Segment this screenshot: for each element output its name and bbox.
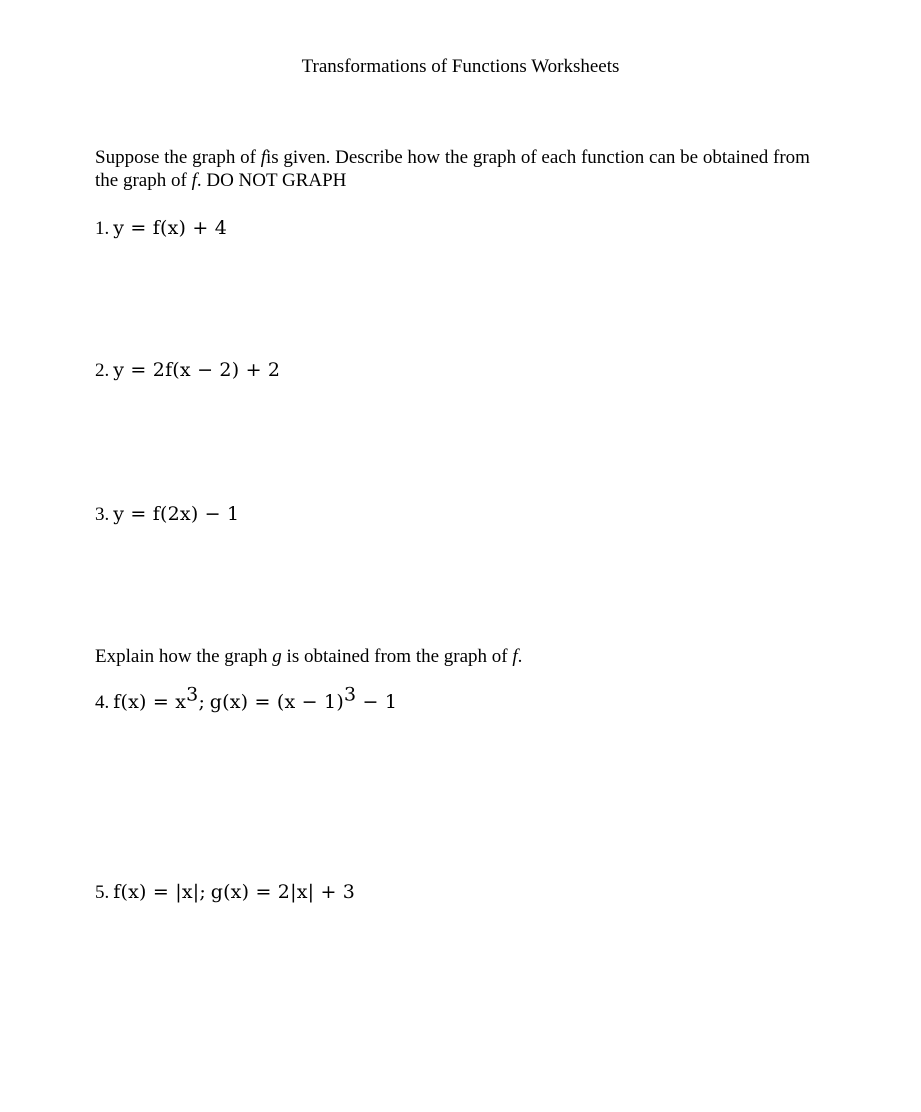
section-2-g-symbol: g — [272, 646, 282, 667]
problem-g-expression-tail: − 1 — [356, 691, 398, 713]
instructions-paragraph — [95, 146, 835, 192]
instructions-f-symbol: f — [260, 147, 266, 168]
problem-4 — [95, 683, 398, 715]
instructions-text-part2: is given. Describe how the graph of each function can be obtained from the graph of — [95, 147, 810, 191]
instructions-text-part1: Suppose the graph of — [95, 147, 261, 168]
problem-expression: y = f(2x) − 1 — [113, 503, 240, 525]
section-2-text-part2: is obtained from the graph of — [281, 646, 513, 667]
section-2-text-part1: Explain how the graph — [95, 646, 273, 667]
instructions-text-part3: . DO NOT GRAPH — [196, 170, 347, 191]
problem-g-expression: g(x) = (x − 1) — [209, 691, 344, 713]
problem-separator: ; — [199, 881, 206, 903]
problem-g-expression: g(x) = 2|x| + 3 — [210, 881, 356, 903]
problem-number: 3. — [95, 504, 110, 525]
problem-expression: y = 2f(x − 2) + 2 — [113, 359, 281, 381]
problem-number: 5. — [95, 882, 110, 903]
problem-separator: ; — [198, 691, 206, 713]
problem-number: 2. — [95, 360, 110, 381]
problem-f-exponent: 3 — [186, 683, 199, 706]
problem-number: 1. — [95, 218, 110, 239]
section-2-f-symbol: f — [512, 646, 518, 667]
section-2-text-part3: . — [517, 646, 523, 667]
problem-5 — [95, 880, 355, 905]
problem-3 — [95, 502, 239, 527]
section-2-instructions — [95, 645, 522, 669]
problem-2 — [95, 358, 280, 383]
instructions-f-symbol-2: f — [191, 170, 197, 191]
problem-g-exponent: 3 — [343, 683, 357, 706]
problem-f-expression: f(x) = x — [113, 691, 187, 713]
problem-1 — [95, 216, 227, 241]
problem-number: 4. — [95, 692, 110, 713]
problem-expression: y = f(x) + 4 — [113, 217, 228, 239]
page-title: Transformations of Functions Worksheets — [301, 56, 620, 77]
problem-f-expression: f(x) = |x| — [113, 881, 200, 903]
